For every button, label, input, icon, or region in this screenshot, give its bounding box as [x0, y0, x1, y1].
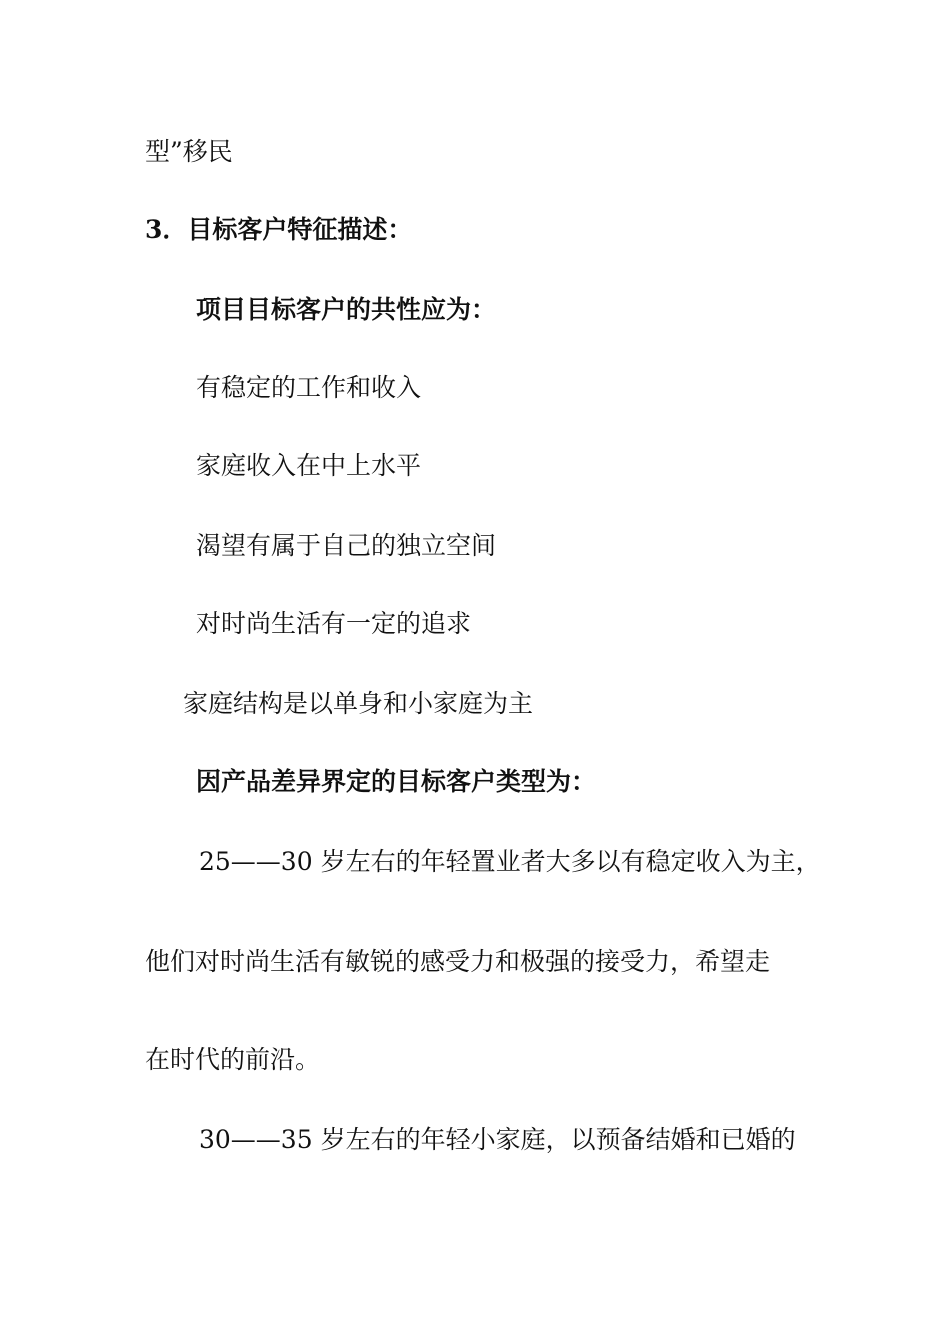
section-heading: 3．目标客户特征描述： [145, 215, 413, 244]
trait-item-4: 对时尚生活有一定的追求 [196, 609, 472, 638]
paragraph-line-4: 30——35 岁左右的年轻小家庭，以预备结婚和已婚的 [199, 1125, 796, 1154]
trait-item-1: 有稳定的工作和收入 [196, 373, 422, 402]
trait-item-5: 家庭结构是以单身和小家庭为主 [183, 689, 534, 718]
subheading-customer-types: 因产品差异界定的目标客户类型为： [196, 767, 597, 796]
paragraph-line-3: 在时代的前沿。 [145, 1045, 321, 1074]
paragraph-line-1: 25——30 岁左右的年轻置业者大多以有稳定收入为主， [199, 847, 821, 876]
paragraph-line-2: 他们对时尚生活有敏锐的感受力和极强的接受力，希望走 [145, 947, 771, 976]
trait-item-3: 渴望有属于自己的独立空间 [196, 531, 497, 560]
text-line-1: 型”移民 [145, 137, 233, 166]
subheading-common-traits: 项目目标客户的共性应为： [196, 295, 497, 324]
trait-item-2: 家庭收入在中上水平 [196, 451, 422, 480]
